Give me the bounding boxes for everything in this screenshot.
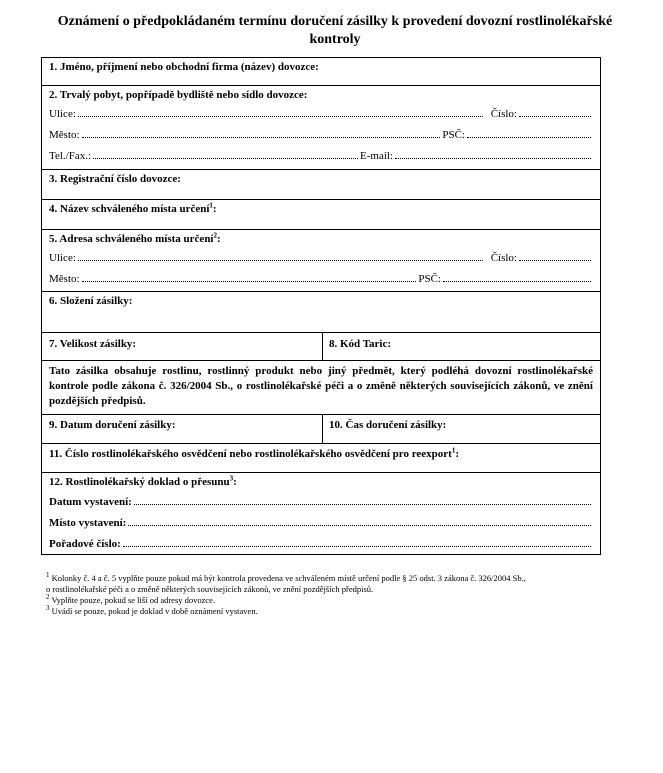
section-destination-name bbox=[42, 200, 600, 230]
destination-number-field[interactable] bbox=[519, 251, 591, 261]
city-label: Město: bbox=[49, 129, 80, 141]
street-label: Ulice: bbox=[49, 108, 76, 120]
consignment-size-label: 7. Velikost zásilky: bbox=[49, 338, 137, 350]
email-field[interactable] bbox=[395, 149, 591, 159]
delivery-time-label: 10. Čas doručení zásilky: bbox=[329, 419, 447, 431]
section-destination-address bbox=[42, 230, 600, 292]
importer-address-label: 2. Trvalý pobyt, popřípadě bydliště nebo sídlo dovozce: bbox=[49, 89, 308, 101]
statement-text: Tato zásilka obsahuje rostlinu, rostlinný produkt nebo jiný předmět, který podléhá dovozní rostlinolékařské kontrole podle zákona č. 326/2004 Sb., o rostlinolékařské péči a o změně některých souvisejících zákonů, ve znění pozdějších předpisů. bbox=[49, 365, 593, 407]
destination-name-label: 4. Název schváleného místa určení$^1$: bbox=[49, 201, 217, 215]
form-title: Oznámení o předpokládaném termínu doručení zásilky k provedení dovozní rostlinolékařské kontroly bbox=[57, 14, 613, 47]
importer-name-label: 1. Jméno, příjmení nebo obchodní firma (název) dovozce: bbox=[49, 61, 319, 73]
destination-number-label: Číslo: bbox=[490, 252, 517, 264]
issue-place-field[interactable] bbox=[128, 516, 591, 526]
destination-street-label: Ulice: bbox=[49, 252, 76, 264]
issue-place-row bbox=[49, 516, 593, 530]
destination-postcode-field[interactable] bbox=[443, 272, 591, 282]
section-statement bbox=[42, 361, 600, 415]
footnotes bbox=[46, 573, 606, 617]
importer-contact-row bbox=[49, 149, 593, 163]
importer-city-row bbox=[49, 128, 593, 142]
section-registration-number bbox=[42, 170, 600, 200]
transfer-document-label: 12. Rostlinolékařský doklad o přesunu$^3$: bbox=[49, 474, 237, 488]
import-notification-form bbox=[41, 57, 601, 555]
consignment-composition-label: 6. Složení zásilky: bbox=[49, 295, 133, 307]
section-importer-name bbox=[42, 58, 600, 86]
registration-number-label: 3. Registrační číslo dovozce: bbox=[49, 173, 181, 185]
serial-number-row bbox=[49, 537, 593, 551]
postcode-field[interactable] bbox=[467, 128, 591, 138]
footnote: $^3$ Uvádí se pouze, pokud je doklad v době oznámení vystaven. bbox=[46, 604, 258, 616]
destination-city-row bbox=[49, 272, 593, 286]
destination-street-field[interactable] bbox=[78, 251, 483, 261]
city-field[interactable] bbox=[82, 128, 441, 138]
section-importer-address bbox=[42, 86, 600, 170]
issue-place-label: Místo vystavení: bbox=[49, 517, 127, 529]
section-certificate-number bbox=[42, 444, 600, 473]
number-field[interactable] bbox=[519, 107, 591, 117]
postcode-label: PSČ: bbox=[442, 129, 465, 141]
divider bbox=[322, 333, 323, 360]
section-consignment-composition bbox=[42, 292, 600, 333]
section-transfer-document bbox=[42, 473, 600, 556]
street-field[interactable] bbox=[78, 107, 483, 117]
phone-fax-field[interactable] bbox=[93, 149, 358, 159]
footnote: $^1$ Kolonky č. 4 a č. 5 vyplňte pouze pokud má být kontrola provedena ve schváleném místě určení podle § 25 odst. 3 zákona č. 326/2004 Sb., bbox=[46, 571, 526, 583]
number-label: Číslo: bbox=[490, 108, 517, 120]
delivery-date-label: 9. Datum doručení zásilky: bbox=[49, 419, 176, 431]
destination-street-row bbox=[49, 251, 593, 265]
email-label: E-mail: bbox=[360, 150, 393, 162]
destination-address-label: 5. Adresa schváleného místa určení$^2$: bbox=[49, 231, 221, 245]
divider bbox=[322, 415, 323, 443]
taric-code-label: 8. Kód Taric: bbox=[329, 338, 392, 350]
serial-number-field[interactable] bbox=[123, 537, 591, 547]
destination-postcode-label: PSČ: bbox=[418, 273, 441, 285]
destination-city-field[interactable] bbox=[82, 272, 417, 282]
section-size-taric bbox=[42, 333, 600, 361]
issue-date-label: Datum vystavení: bbox=[49, 496, 132, 508]
footnote: $^2$ Vyplňte pouze, pokud se liší od adresy dovozce. bbox=[46, 593, 216, 605]
issue-date-field[interactable] bbox=[134, 495, 591, 505]
phone-fax-label: Tel./Fax.: bbox=[49, 150, 92, 162]
certificate-number-label: 11. Číslo rostlinolékařského osvědčení nebo rostlinolékařského osvědčení pro reexport$^1$: bbox=[49, 446, 460, 460]
serial-number-label: Pořadové číslo: bbox=[49, 538, 121, 550]
importer-street-row bbox=[49, 107, 593, 121]
footnote-continuation: o rostlinolékařské péči a o změně některých souvisejících zákonů, ve znění pozdějších předpisů. bbox=[46, 584, 374, 594]
section-delivery-date-time bbox=[42, 415, 600, 444]
destination-city-label: Město: bbox=[49, 273, 80, 285]
issue-date-row bbox=[49, 495, 593, 509]
